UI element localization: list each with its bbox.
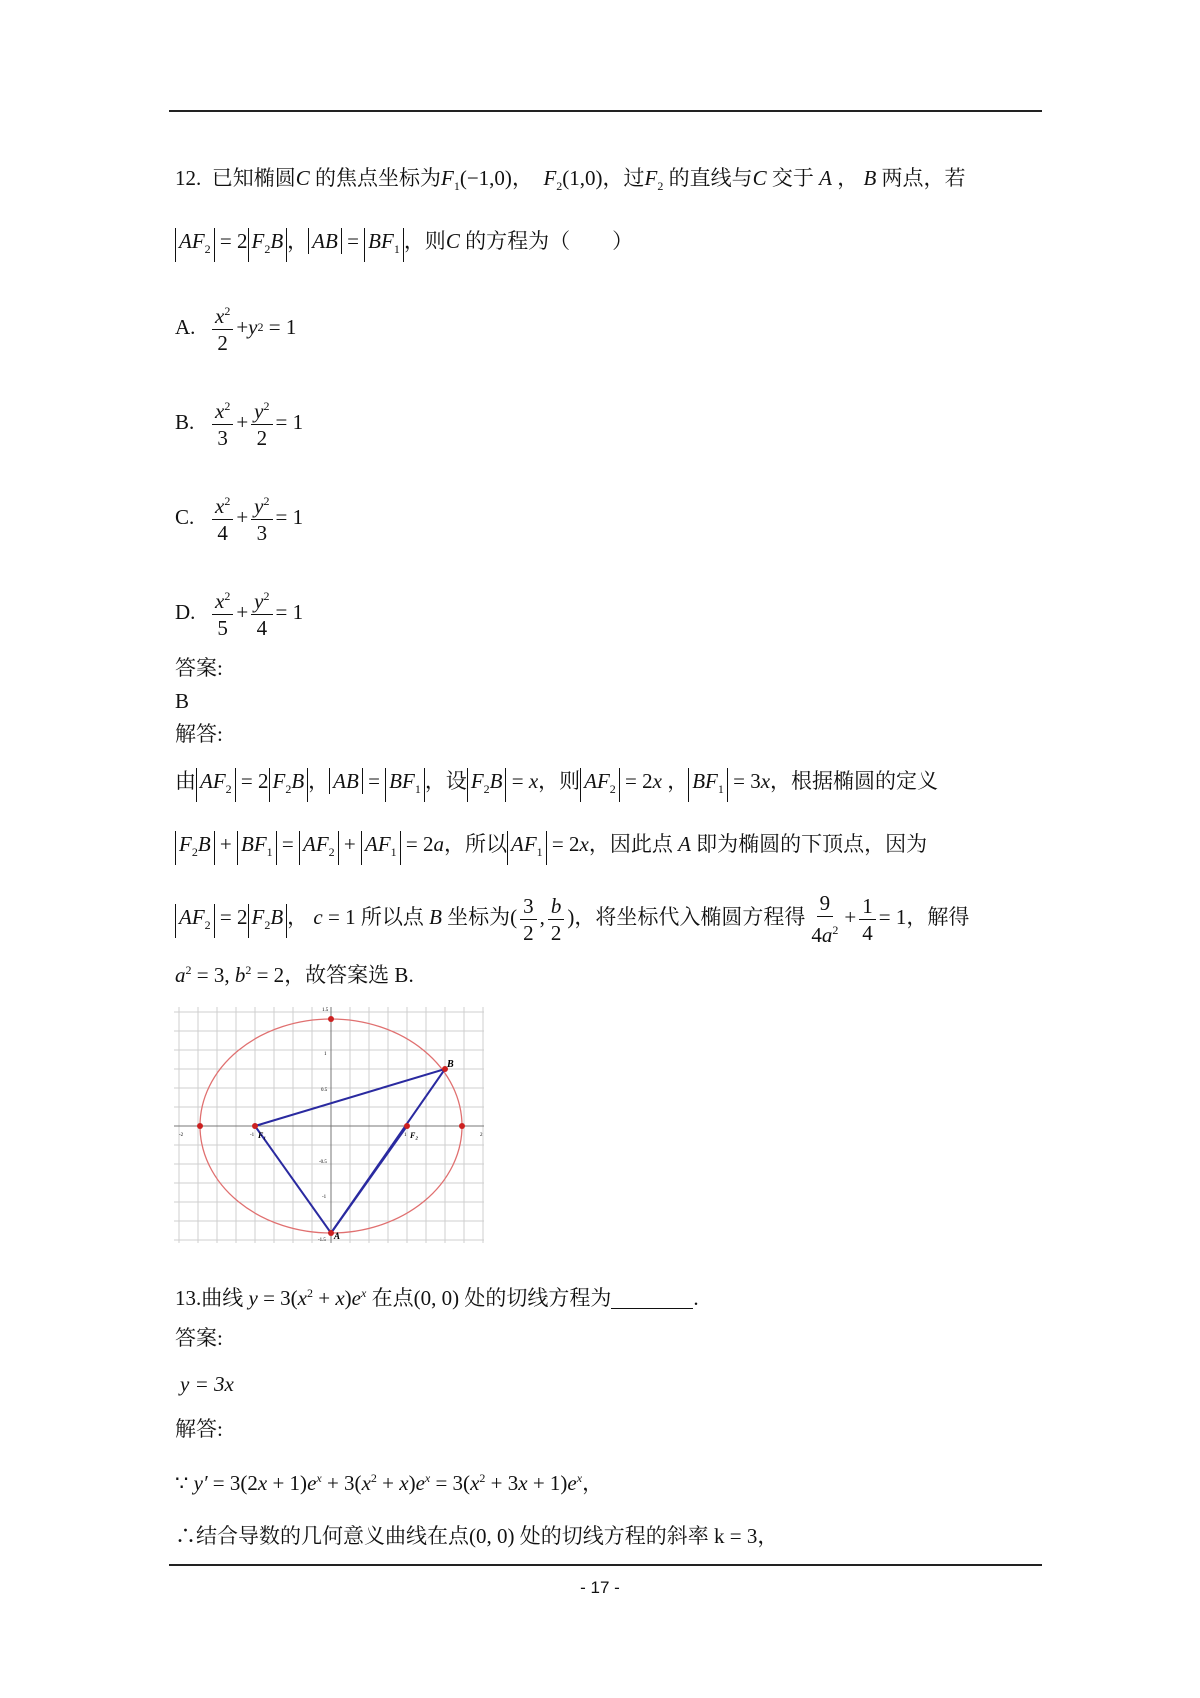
- q12-solution-line1: 由 $AF_2 = 2$ $F_2B$ ， AB = $BF_1$ ，设 $F_2B = x$，则 $AF_2 = 2x$ ， $BF_1 = 3x$，根据椭圆的定义: [175, 766, 938, 802]
- q12-stem-line1: 12. 已知椭圆C 的焦点坐标为$F_1(-1,0)$， $F_2(1,0)$，过$F_2$ 的直线与C 交于 A ， B 两点，若: [175, 166, 966, 194]
- q12-solution-line3: $AF_2 = 2$ $F_2B$ ， c = 1 所以点 B 坐标为( $\frac{3}{2}$ , $\frac{b}{2}$ )，将坐标代入椭圆方程得 $\frac{9}{4a^2}$ + $\frac{1}{4}$ = 1，解得: [175, 890, 969, 948]
- q12-solution-line2: $F_2B + BF_1 = AF_2 + AF_1 = 2a$，所以 $AF_1 = 2x$，因此点 A 即为椭圆的下顶点，因为: [175, 829, 927, 865]
- vertex-top: [328, 1016, 334, 1022]
- q13-answer: y = 3x: [180, 1372, 234, 1396]
- q12-stem-line2: $AF_2 = 2$ $F_2B$ ， AB = $BF_1$ ，则C 的方程为（ ）: [175, 226, 633, 262]
- label-f1: F₁: [258, 1131, 267, 1140]
- tick-y-1-5: 1.5: [322, 1008, 329, 1013]
- option-c[interactable]: C. $\frac{x^2}{4}$ + $\frac{y^2}{3}$ = 1: [175, 488, 303, 546]
- tick-y-neg0-5: -0.5: [319, 1160, 327, 1165]
- footer-rule: [169, 1564, 1042, 1566]
- header-rule: [169, 110, 1042, 112]
- q12-answer: B: [175, 689, 190, 713]
- tick-x-neg2: -2: [179, 1133, 184, 1138]
- tick-y-0-5: 0.5: [321, 1088, 328, 1093]
- ellipse-figure: [172, 1005, 488, 1245]
- page-number: - 17 -: [580, 1578, 620, 1597]
- tick-y-neg1-5: -1.5: [318, 1238, 326, 1243]
- q13-solution-line2: ∴结合导数的几何意义曲线在点(0, 0) 处的切线方程的斜率 k = 3，: [175, 1524, 779, 1548]
- q12-solution-label: 解答:: [175, 722, 223, 746]
- option-d[interactable]: D. $\frac{x^2}{5}$ + $\frac{y^2}{4}$ = 1: [175, 583, 303, 641]
- option-a[interactable]: A. $\frac{x^2}{2}$ + y 2 = 1: [175, 298, 296, 356]
- label-b: B: [447, 1059, 454, 1070]
- point-f1: [252, 1123, 258, 1129]
- vertex-left: [197, 1123, 203, 1129]
- q12-solution-line4: $a^2 = 3$, $b^2 = 2$，故答案选 B.: [175, 963, 414, 987]
- q13-solution-line1: ∵ $y' = 3(2x + 1)e^x + 3(x^2 + x)e^x = 3(x^2 + 3x + 1)e^x$，: [175, 1471, 604, 1495]
- tick-x-neg1: -1: [250, 1133, 255, 1138]
- tick-y-1: 1: [324, 1052, 327, 1057]
- label-a: A: [334, 1231, 341, 1241]
- tick-x-2: 2: [480, 1133, 483, 1138]
- q13-solution-label: 解答:: [175, 1417, 223, 1441]
- q13-stem: 13.曲线 $y = 3(x^2 + x)e^x$ 在点(0, 0) 处的切线方程为 .: [175, 1286, 699, 1310]
- label-f2: F₂: [410, 1131, 419, 1140]
- answer-blank[interactable]: [611, 1286, 693, 1309]
- q12-answer-label: 答案:: [175, 656, 223, 680]
- point-f2: [404, 1123, 410, 1129]
- q13-answer-label: 答案:: [175, 1326, 223, 1350]
- tick-y-neg1: -1: [322, 1195, 327, 1200]
- vertex-right: [459, 1123, 465, 1129]
- tick-x-1: 1: [404, 1133, 407, 1138]
- option-b[interactable]: B. $\frac{x^2}{3}$ + $\frac{y^2}{2}$ = 1: [175, 393, 303, 451]
